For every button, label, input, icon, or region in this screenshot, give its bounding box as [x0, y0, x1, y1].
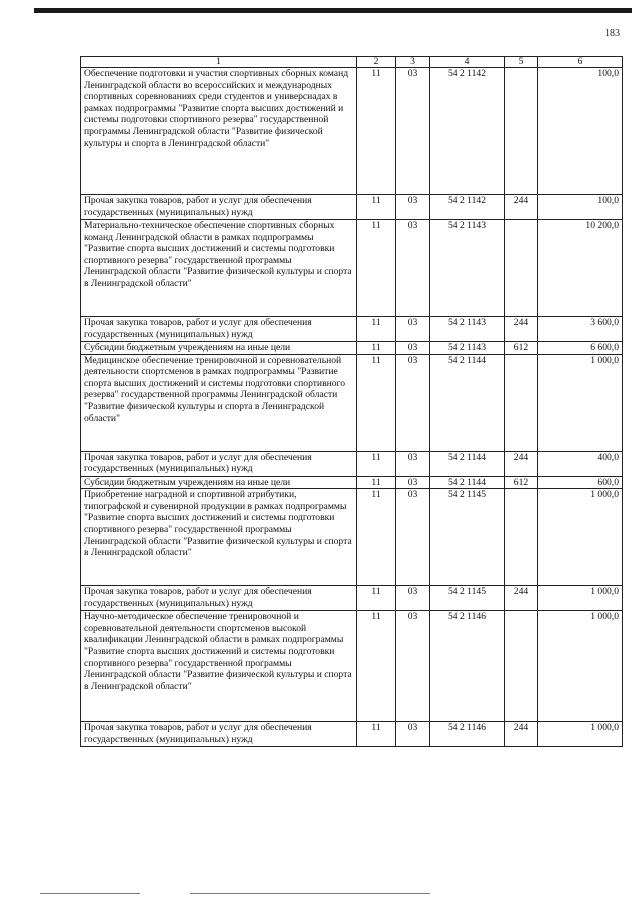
cell-subsection: 03 [396, 68, 430, 195]
cell-description: Прочая закупка товаров, работ и услуг для обеспечения государственных (муниципальных) нужд [81, 195, 357, 220]
cell-description: Прочая закупка товаров, работ и услуг для обеспечения государственных (муниципальных) нужд [81, 722, 357, 747]
cell-target-code: 54 2 1142 [430, 68, 505, 195]
column-header: 4 [430, 57, 505, 68]
table-row [81, 611, 623, 722]
cell-amount: 1 000,0 [538, 354, 623, 451]
cell-subsection: 03 [396, 195, 430, 220]
cell-target-code: 54 2 1144 [430, 451, 505, 476]
cell-subsection: 03 [396, 722, 430, 747]
cell-amount: 1 000,0 [538, 586, 623, 611]
cell-target-code: 54 2 1144 [430, 354, 505, 451]
cell-subsection: 03 [396, 220, 430, 317]
cell-amount: 10 200,0 [538, 220, 623, 317]
cell-subsection: 03 [396, 451, 430, 476]
column-header: 6 [538, 57, 623, 68]
cell-description: Субсидии бюджетным учреждениям на иные цели [81, 476, 357, 489]
table-row [81, 489, 623, 586]
cell-subsection: 03 [396, 586, 430, 611]
cell-description: Приобретение наградной и спортивной атрибутики, типографской и сувенирной продукции в рамках подпрограммы "Развитие спорта высших достижений и системы подготовки спортивного резерва" государственной программы Ленинградской области "Развитие физической культуры и спорта в Ленинградской области" [81, 489, 357, 586]
table-row [81, 68, 623, 195]
cell-description: Прочая закупка товаров, работ и услуг для обеспечения государственных (муниципальных) нужд [81, 451, 357, 476]
cell-description: Научно-методическое обеспечение тренировочной и соревновательной деятельности спортсменов высокой квалификации Ленинградской области в рамках подпрограммы "Развитие спорта высших достижений и системы подготовки спортивного резерва" государственной программы Ленинградской области "Развитие физической культуры и спорта в Ленинградской области" [81, 611, 357, 722]
table-row [81, 195, 623, 220]
cell-subsection: 03 [396, 476, 430, 489]
cell-section: 11 [357, 489, 396, 586]
cell-subsection: 03 [396, 354, 430, 451]
cell-section: 11 [357, 220, 396, 317]
cell-expense-type: 612 [505, 342, 538, 355]
cell-expense-type [505, 611, 538, 722]
bottom-scan-line [40, 893, 140, 894]
cell-target-code: 54 2 1142 [430, 195, 505, 220]
table-row [81, 722, 623, 747]
cell-section: 11 [357, 68, 396, 195]
cell-description: Прочая закупка товаров, работ и услуг для обеспечения государственных (муниципальных) нужд [81, 586, 357, 611]
cell-section: 11 [357, 354, 396, 451]
table-row [81, 220, 623, 317]
table-row [81, 317, 623, 342]
budget-table [80, 56, 623, 747]
cell-target-code: 54 2 1145 [430, 586, 505, 611]
cell-subsection: 03 [396, 489, 430, 586]
cell-expense-type: 244 [505, 722, 538, 747]
cell-expense-type [505, 489, 538, 586]
cell-subsection: 03 [396, 317, 430, 342]
cell-description: Материально-техническое обеспечение спортивных сборных команд Ленинградской области в рамках подпрограммы "Развитие спорта высших достижений и системы подготовки спортивного резерва" государственной программы Ленинградской области "Развитие физической культуры и спорта в Ленинградской области" [81, 220, 357, 317]
column-header: 3 [396, 57, 430, 68]
page-number: 183 [605, 28, 620, 39]
cell-expense-type [505, 68, 538, 195]
cell-target-code: 54 2 1145 [430, 489, 505, 586]
table-row [81, 451, 623, 476]
cell-target-code: 54 2 1143 [430, 317, 505, 342]
cell-amount: 100,0 [538, 68, 623, 195]
table-row [81, 476, 623, 489]
cell-amount: 3 600,0 [538, 317, 623, 342]
column-header: 1 [81, 57, 357, 68]
cell-expense-type [505, 220, 538, 317]
cell-target-code: 54 2 1144 [430, 476, 505, 489]
cell-subsection: 03 [396, 611, 430, 722]
cell-target-code: 54 2 1146 [430, 722, 505, 747]
cell-amount: 1 000,0 [538, 489, 623, 586]
cell-target-code: 54 2 1143 [430, 220, 505, 317]
cell-target-code: 54 2 1146 [430, 611, 505, 722]
cell-description: Медицинское обеспечение тренировочной и соревновательной деятельности спортсменов в рамках подпрограммы "Развитие спорта высших достижений и системы подготовки спортивного резерва" государственной программы Ленинградской области "Развитие физической культуры и спорта в Ленинградской области" [81, 354, 357, 451]
cell-subsection: 03 [396, 342, 430, 355]
bottom-scan-line [190, 893, 430, 894]
top-border-bar [34, 8, 632, 13]
table-row [81, 586, 623, 611]
table-header-row [81, 57, 623, 68]
cell-amount: 1 000,0 [538, 611, 623, 722]
cell-amount: 1 000,0 [538, 722, 623, 747]
cell-section: 11 [357, 586, 396, 611]
cell-section: 11 [357, 317, 396, 342]
cell-section: 11 [357, 451, 396, 476]
cell-section: 11 [357, 342, 396, 355]
cell-target-code: 54 2 1143 [430, 342, 505, 355]
cell-description: Прочая закупка товаров, работ и услуг для обеспечения государственных (муниципальных) нужд [81, 317, 357, 342]
cell-expense-type: 244 [505, 195, 538, 220]
cell-section: 11 [357, 611, 396, 722]
cell-amount: 600,0 [538, 476, 623, 489]
cell-section: 11 [357, 195, 396, 220]
cell-section: 11 [357, 476, 396, 489]
cell-expense-type: 612 [505, 476, 538, 489]
table-row [81, 342, 623, 355]
cell-section: 11 [357, 722, 396, 747]
cell-amount: 400,0 [538, 451, 623, 476]
column-header: 5 [505, 57, 538, 68]
cell-expense-type: 244 [505, 317, 538, 342]
cell-description: Субсидии бюджетным учреждениям на иные цели [81, 342, 357, 355]
cell-expense-type: 244 [505, 586, 538, 611]
table-body [81, 68, 623, 747]
cell-amount: 6 600,0 [538, 342, 623, 355]
cell-expense-type [505, 354, 538, 451]
column-header: 2 [357, 57, 396, 68]
cell-description: Обеспечение подготовки и участия спортивных сборных команд Ленинградской области во всероссийских и международных спортивных соревнованиях среди студентов и универсиадах в рамках подпрограммы "Развитие спорта высших достижений и системы подготовки спортивного резерва" государственной программы Ленинградской области "Развитие физической культуры и спорта в Ленинградской области" [81, 68, 357, 195]
cell-expense-type: 244 [505, 451, 538, 476]
cell-amount: 100,0 [538, 195, 623, 220]
table-row [81, 354, 623, 451]
